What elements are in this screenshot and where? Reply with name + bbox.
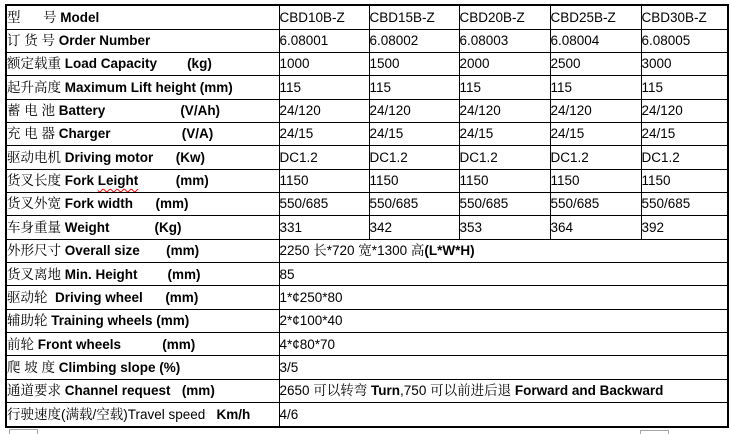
text-segment xyxy=(110,220,155,235)
text-segment: 2*¢100*40 xyxy=(279,313,343,329)
row-label-battery xyxy=(6,99,279,122)
value-driving-wheel xyxy=(279,286,728,309)
text-segment: (V/A) xyxy=(181,126,214,142)
text-segment xyxy=(138,173,176,188)
value-fork-length-col3: 1150 xyxy=(459,169,550,192)
text-segment: 辅助轮 xyxy=(7,313,52,329)
value-driving-motor-col1: DC1.2 xyxy=(279,146,369,169)
text-segment xyxy=(138,267,168,282)
value-fork-length-col1: 1150 xyxy=(279,169,369,192)
value-overall-size xyxy=(279,239,728,262)
text-segment: (mm) xyxy=(162,336,196,352)
value-charger-col1: 24/15 xyxy=(279,123,369,146)
table-row-max-lift-height xyxy=(6,76,728,99)
table-row-load-capacity xyxy=(6,53,728,76)
table-row-driving-wheel xyxy=(6,286,728,309)
row-label-load-capacity xyxy=(6,53,279,76)
text-segment: Channel request xyxy=(64,383,171,399)
text-segment xyxy=(143,290,166,305)
value-max-lift-height-col1: 115 xyxy=(279,76,369,99)
text-segment xyxy=(111,126,182,141)
value-battery-col2: 24/120 xyxy=(369,99,459,122)
text-segment xyxy=(140,243,166,258)
table-row-fork-length xyxy=(6,169,728,192)
value-max-lift-height-col3: 115 xyxy=(459,76,550,99)
value-model-col3: CBD20B-Z xyxy=(459,5,550,29)
text-segment: 订 货 号 xyxy=(7,33,59,49)
value-driving-motor-col2: DC1.2 xyxy=(369,146,459,169)
text-segment xyxy=(157,56,187,71)
value-max-lift-height-col4: 115 xyxy=(550,76,641,99)
text-segment: Fork width xyxy=(64,196,134,212)
text-segment: 外形尺寸 xyxy=(7,243,65,259)
text-segment: 通道要求 xyxy=(7,383,65,399)
value-load-capacity-col2: 1500 xyxy=(369,53,459,76)
text-segment: Km/h xyxy=(216,406,251,422)
value-battery-col5: 24/120 xyxy=(641,99,728,122)
row-label-order-number xyxy=(6,29,279,52)
text-segment: Front wheels xyxy=(37,336,122,352)
value-weight-col4: 364 xyxy=(550,216,641,239)
value-weight-col5: 392 xyxy=(641,216,728,239)
spec-table xyxy=(5,4,729,428)
value-order-number-col5: 6.08005 xyxy=(641,29,728,52)
value-charger-col5: 24/15 xyxy=(641,123,728,146)
text-segment: Order Number xyxy=(58,33,151,49)
value-charger-col3: 24/15 xyxy=(459,123,550,146)
text-segment: Weight xyxy=(64,219,110,235)
value-weight-col3: 353 xyxy=(459,216,550,239)
row-label-front-wheels xyxy=(6,333,279,356)
table-row-weight xyxy=(6,216,728,239)
text-segment xyxy=(121,337,162,352)
value-model-col2: CBD15B-Z xyxy=(369,5,459,29)
text-segment xyxy=(133,196,156,211)
text-segment: (mm) xyxy=(181,383,215,399)
value-load-capacity-col5: 3000 xyxy=(641,53,728,76)
table-row-model xyxy=(6,5,728,29)
text-segment: Load Capacity xyxy=(64,56,158,72)
value-channel-request xyxy=(279,379,728,402)
row-label-weight xyxy=(6,216,279,239)
text-segment: 3/5 xyxy=(279,359,299,375)
value-max-lift-height-col5: 115 xyxy=(641,76,728,99)
value-load-capacity-col3: 2000 xyxy=(459,53,550,76)
text-segment: (Kg) xyxy=(154,219,182,235)
row-label-driving-motor xyxy=(6,146,279,169)
row-label-charger xyxy=(6,123,279,146)
text-segment: (V/Ah) xyxy=(180,103,221,119)
table-row-front-wheels xyxy=(6,333,728,356)
value-fork-width-col5: 550/685 xyxy=(641,193,728,216)
text-segment: 额定载重 xyxy=(7,56,65,72)
row-label-fork-width xyxy=(6,193,279,216)
text-segment: Fork xyxy=(64,173,98,189)
text-segment: 充 电 器 xyxy=(7,126,59,142)
value-model-col1: CBD10B-Z xyxy=(279,5,369,29)
table-row-charger xyxy=(6,123,728,146)
row-label-climbing-slope xyxy=(6,356,279,379)
text-segment: (Kw) xyxy=(175,149,206,165)
value-fork-width-col4: 550/685 xyxy=(550,193,641,216)
row-label-channel-request xyxy=(6,379,279,402)
text-segment: Driving motor xyxy=(64,149,154,165)
text-segment: 行驶速度(满载/空载)Travel speed xyxy=(7,406,217,422)
value-weight-col2: 342 xyxy=(369,216,459,239)
text-segment: Turn xyxy=(371,383,401,399)
text-segment: Overall size xyxy=(64,243,140,259)
text-segment: 驱动电机 xyxy=(7,149,65,165)
text-segment: (mm) xyxy=(167,266,201,282)
text-segment: 4*¢80*70 xyxy=(279,336,336,352)
table-row-battery xyxy=(6,99,728,122)
value-model-col4: CBD25B-Z xyxy=(550,5,641,29)
text-segment: Training wheels (mm) xyxy=(51,313,190,329)
text-segment: (kg) xyxy=(187,56,212,72)
table-row-training-wheels xyxy=(6,309,728,332)
value-fork-width-col2: 550/685 xyxy=(369,193,459,216)
text-segment: Forward and Backward xyxy=(514,383,664,399)
table-row-travel-speed xyxy=(6,403,728,427)
value-min-height xyxy=(279,263,728,286)
text-segment: 2250 长*720 宽*1300 高 xyxy=(279,243,425,259)
text-segment: 爬 坡 度 xyxy=(7,359,59,375)
table-row-driving-motor xyxy=(6,146,728,169)
row-label-overall-size xyxy=(6,239,279,262)
text-segment: (L*W*H) xyxy=(424,243,475,259)
text-segment: Driving wheel xyxy=(55,289,143,305)
value-battery-col1: 24/120 xyxy=(279,99,369,122)
value-fork-width-col3: 550/685 xyxy=(459,193,550,216)
text-segment: 85 xyxy=(279,266,295,282)
text-segment: Climbing slope (%) xyxy=(58,359,181,375)
row-label-model xyxy=(6,5,279,29)
text-segment: 蓄 电 池 xyxy=(7,103,59,119)
partial-table-corner-right xyxy=(640,430,669,434)
text-segment xyxy=(153,150,176,165)
text-segment: 车身重量 xyxy=(7,219,65,235)
value-driving-motor-col5: DC1.2 xyxy=(641,146,728,169)
value-driving-motor-col4: DC1.2 xyxy=(550,146,641,169)
text-segment: 1*¢250*80 xyxy=(279,289,343,305)
text-segment: 货叉外宽 xyxy=(7,196,65,212)
value-weight-col1: 331 xyxy=(279,216,369,239)
text-segment: 货叉离地 xyxy=(7,266,65,282)
value-fork-length-col4: 1150 xyxy=(550,169,641,192)
text-segment: 驱动轮 xyxy=(7,289,56,305)
row-label-training-wheels xyxy=(6,309,279,332)
value-fork-length-col5: 1150 xyxy=(641,169,728,192)
row-label-travel-speed xyxy=(6,403,279,427)
value-charger-col4: 24/15 xyxy=(550,123,641,146)
text-segment: (mm) xyxy=(175,173,209,189)
text-segment: Min. Height xyxy=(64,266,138,282)
row-label-max-lift-height xyxy=(6,76,279,99)
partial-table-corner-left xyxy=(9,429,38,434)
text-segment: Model xyxy=(60,9,100,25)
text-segment: 前轮 xyxy=(7,336,38,352)
table-row-fork-width xyxy=(6,193,728,216)
text-segment: Maximum Lift height (mm) xyxy=(64,79,233,95)
text-segment: ,750 可以前进后退 xyxy=(400,383,515,399)
text-segment xyxy=(105,103,180,118)
text-segment: Charger xyxy=(58,126,111,142)
table-row-overall-size xyxy=(6,239,728,262)
value-battery-col3: 24/120 xyxy=(459,99,550,122)
text-segment: Battery xyxy=(58,103,106,119)
value-order-number-col4: 6.08004 xyxy=(550,29,641,52)
value-model-col5: CBD30B-Z xyxy=(641,5,728,29)
text-segment: (mm) xyxy=(165,289,199,305)
value-charger-col2: 24/15 xyxy=(369,123,459,146)
value-load-capacity-col1: 1000 xyxy=(279,53,369,76)
value-max-lift-height-col2: 115 xyxy=(369,76,459,99)
value-order-number-col2: 6.08002 xyxy=(369,29,459,52)
table-row-min-height xyxy=(6,263,728,286)
value-load-capacity-col4: 2500 xyxy=(550,53,641,76)
text-segment: 型 号 xyxy=(7,9,61,25)
text-segment: (mm) xyxy=(166,243,200,259)
value-fork-width-col1: 550/685 xyxy=(279,193,369,216)
value-driving-motor-col3: DC1.2 xyxy=(459,146,550,169)
text-segment xyxy=(171,383,182,398)
text-segment: 货叉长度 xyxy=(7,173,65,189)
row-label-driving-wheel xyxy=(6,286,279,309)
value-order-number-col1: 6.08001 xyxy=(279,29,369,52)
table-row-climbing-slope xyxy=(6,356,728,379)
table-row-channel-request xyxy=(6,379,728,402)
row-label-min-height xyxy=(6,263,279,286)
value-climbing-slope xyxy=(279,356,728,379)
row-label-fork-length xyxy=(6,169,279,192)
value-front-wheels xyxy=(279,333,728,356)
value-training-wheels xyxy=(279,309,728,332)
table-row-order-number xyxy=(6,29,728,52)
value-order-number-col3: 6.08003 xyxy=(459,29,550,52)
text-segment: (mm) xyxy=(155,196,189,212)
value-travel-speed xyxy=(279,403,728,427)
text-segment: 4/6 xyxy=(279,406,299,422)
value-fork-length-col2: 1150 xyxy=(369,169,459,192)
text-segment: 起升高度 xyxy=(7,79,65,95)
misspelled-word: Leight xyxy=(97,173,139,189)
text-segment: 2650 可以转弯 xyxy=(279,383,372,399)
value-battery-col4: 24/120 xyxy=(550,99,641,122)
